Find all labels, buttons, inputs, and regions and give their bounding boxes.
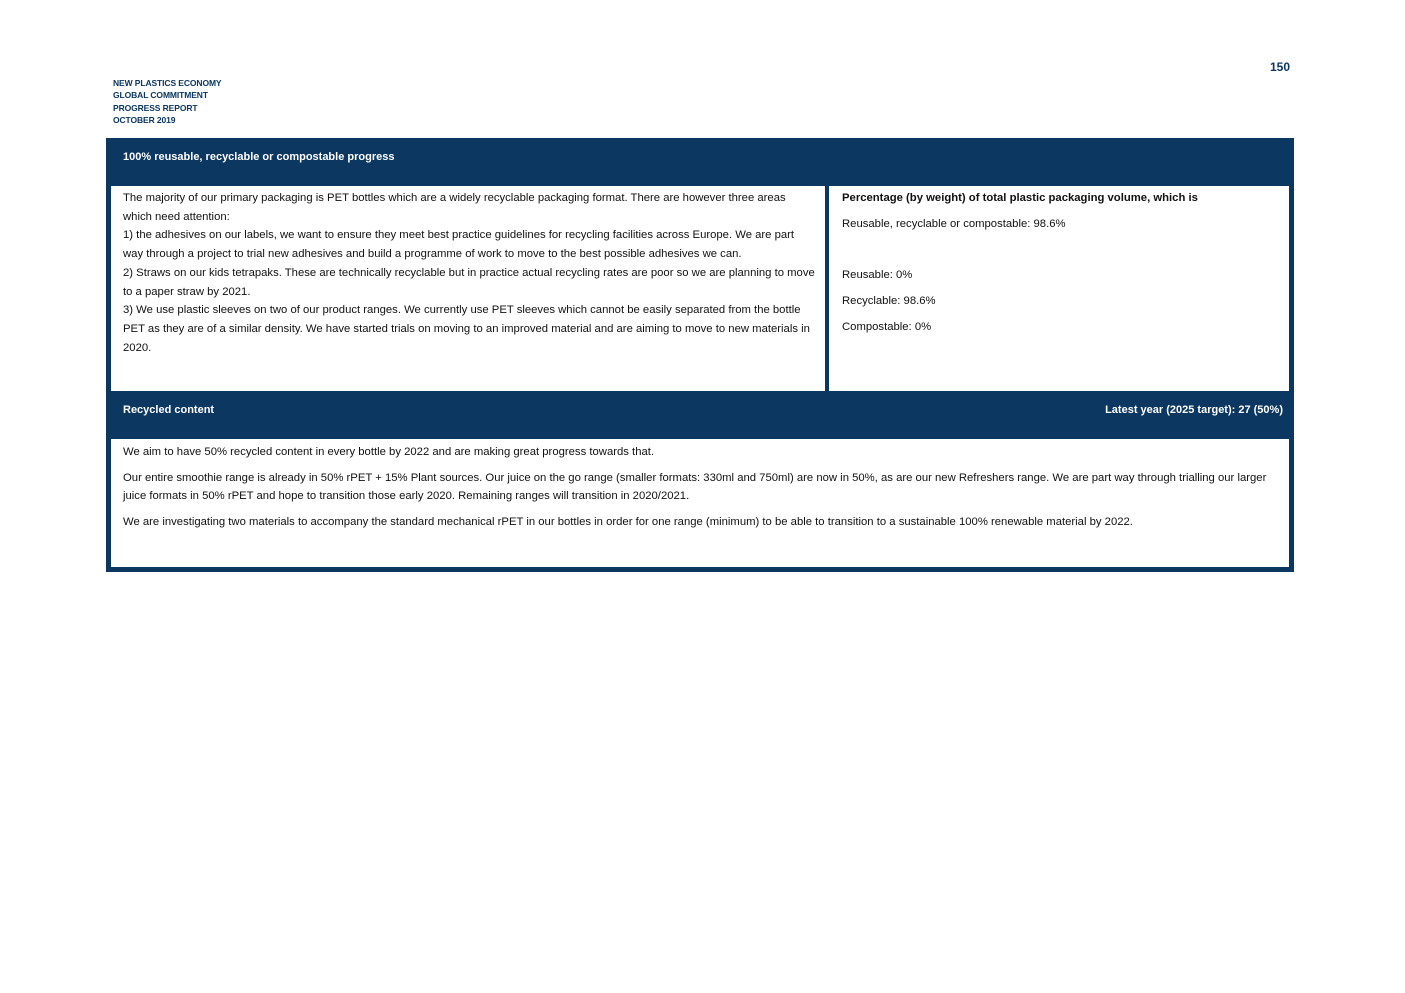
section-title-recycled: Recycled content xyxy=(123,404,215,416)
metric-summary: Reusable, recyclable or compostable: 98.6% xyxy=(842,217,1066,230)
latest-year-target: Latest year (2025 target): 27 (50%) xyxy=(1105,404,1283,416)
metric-compostable: Compostable: 0% xyxy=(842,320,932,333)
header-line-date: OCTOBER 2019 xyxy=(113,114,176,125)
progress-point-sleeves: 3) We use plastic sleeves on two of our product ranges. We currently use PET sleeves which cannot be easily separated from the bottle PET as they are of a similar density. We have started trials on moving to an improved material and are aiming to move to new materials in 2020. xyxy=(123,304,810,354)
recycled-paragraph-ranges: Our entire smoothie range is already in 50% rPET + 15% Plant sources. Our juice on the go range (smaller formats: 330ml and 750ml) are now in 50%, as are our new Refreshers range. We are part way through trialling our larger juice formats in 50% rPET and hope to transition those early 2020. Remaining ranges will transition in 2020/2021. xyxy=(123,471,1267,503)
section-header-progress xyxy=(106,138,1294,185)
recycled-content-cell xyxy=(111,439,1289,567)
header-line-report: PROGRESS REPORT xyxy=(113,102,198,113)
report-table xyxy=(106,138,1294,572)
progress-description-cell xyxy=(111,186,825,391)
metric-reusable: Reusable: 0% xyxy=(842,269,913,282)
page-number: 150 xyxy=(1269,60,1290,74)
header-line-commitment: GLOBAL COMMITMENT xyxy=(113,90,208,101)
metric-recyclable: Recyclable: 98.6% xyxy=(842,295,936,308)
header-line-program: NEW PLASTICS ECONOMY xyxy=(113,78,222,88)
metrics-heading: Percentage (by weight) of total plastic packaging volume, which is xyxy=(842,192,1198,204)
report-header xyxy=(113,77,222,126)
progress-intro-paragraph: The majority of our primary packaging is PET bottles which are a widely recyclable packaging format. There are however three areas which need attention: xyxy=(123,192,786,223)
progress-metrics-cell xyxy=(829,186,1289,391)
section-title-progress: 100% reusable, recyclable or compostable progress xyxy=(123,151,395,163)
section-header-recycled xyxy=(106,392,1294,438)
progress-point-adhesives: 1) the adhesives on our labels, we want to ensure they meet best practice guidelines for recycling facilities across Europe. We are part way through a project to trial new adhesives and build a programme of work to move to the best possible adhesives we can. xyxy=(123,229,795,261)
progress-point-straws: 2) Straws on our kids tetrapaks. These are technically recyclable but in practice actual recycling rates are poor so we are planning to move to a paper straw by 2021. xyxy=(123,266,815,298)
recycled-paragraph-aim: We aim to have 50% recycled content in every bottle by 2022 and are making great progress towards that. xyxy=(123,446,655,458)
recycled-paragraph-materials: We are investigating two materials to accompany the standard mechanical rPET in our bottles in order for one range (minimum) to be able to transition to a sustainable 100% renewable material by 2022. xyxy=(123,516,1133,529)
